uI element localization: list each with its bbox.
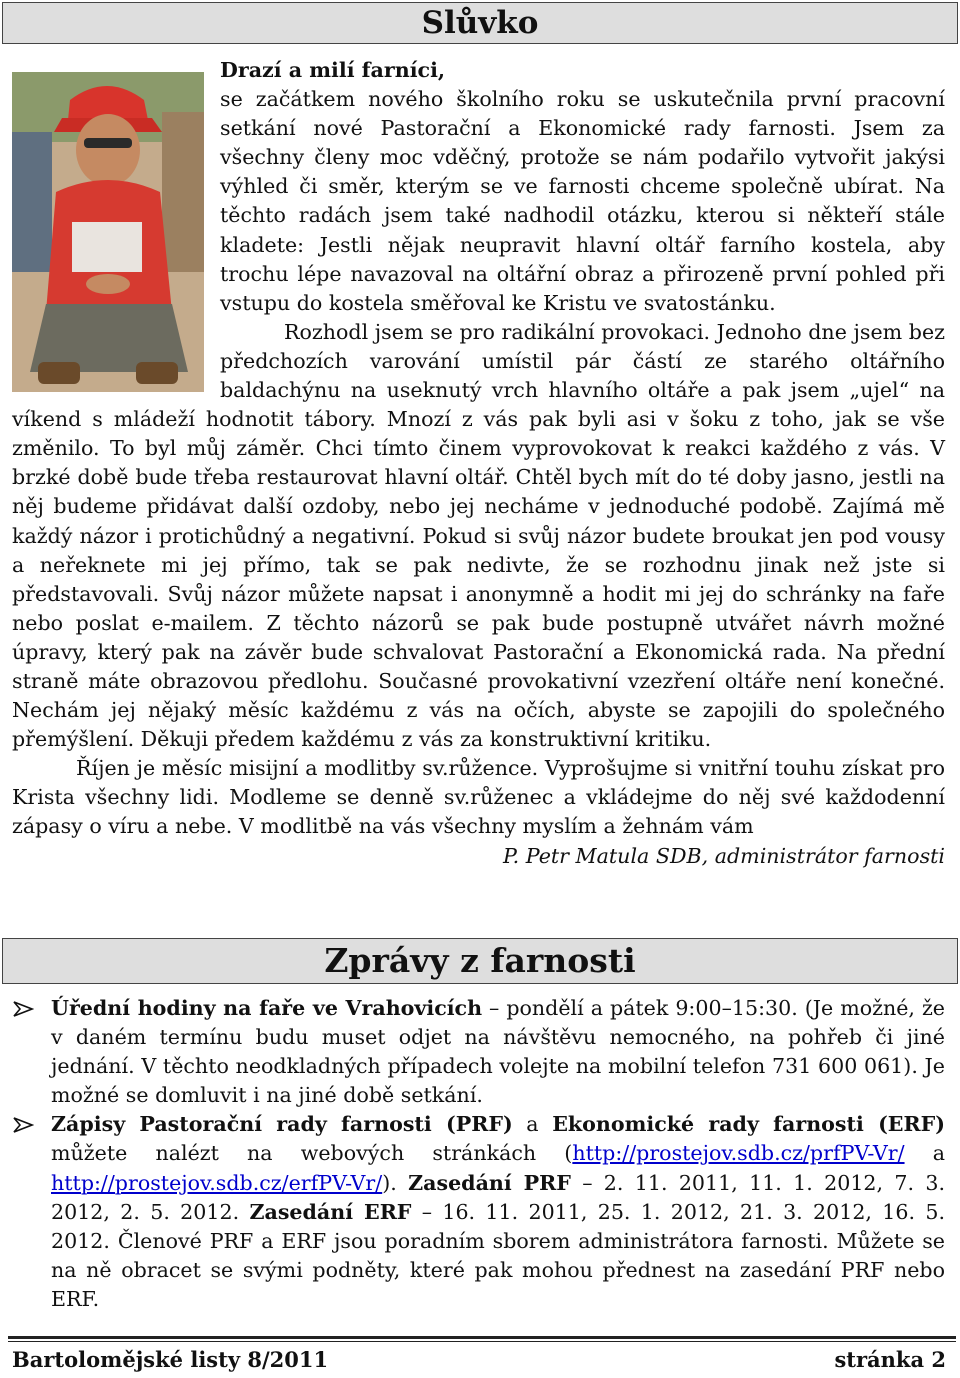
- letter-signature: P. Petr Matula SDB, administrátor farnosti: [502, 843, 945, 868]
- letter-paragraph-2: Rozhodl jsem se pro radikální provokaci. Jednoho dne jsem bez předchozích varování umístil pár částí ze starého oltářního baldachýnu na useknutý vrch hlavního oltáře a pak jsem „ujel“ na víkend s mládeží hodnotit tábory. Mnozí z vás pak byli asi v šoku z toho, jak se vše změnilo. To byl můj záměr. Chci tímto činem vyprovokovat k reakci každého z vás. V brzké době bude třeba restaurovat hlavní oltář. Chtěl bych mít do té doby jasno, jestli na něj budeme přidávat další ozdoby, nebo jej necháme v jednoduché podobě. Zajímá mě každý názor i protichůdný a negativní. Pokud si svůj názor budete broukat jen pod vousy a neřeknete mi jej přímo, tak se pak nedivte, že se rozhodnu jinak než jste si představovali. Svůj názor můžete napsat i anonymně a hodit mi jej do schránky na faře nebo poslat e-mailem. Z těchto názorů se pak bude postupně utvářet návrh možné úpravy, který pak na závěr bude schvalovat Pastorační a Ekonomická rada. Na přední straně máte obrazovou předlohu. Současné provokativní vzezření oltáře není konečné. Nechám jej nějaký měsíc každému z vás na očích, abyste se zapojili do společného přemýšlení. Děkuji předem každému z vás za konstruktivní kritiku.: [12, 319, 945, 752]
- list-item: [12, 1110, 945, 1314]
- list-item: [12, 994, 945, 1110]
- erf-link[interactable]: http://prostejov.sdb.cz/erfPV-Vr/: [51, 1170, 383, 1195]
- section-title: Zprávy z farnosti: [324, 941, 636, 980]
- news-list: [12, 994, 945, 1314]
- letter-paragraph-3-wrap: [12, 754, 945, 841]
- erf-meetings-dates: – 16. 11. 2011, 25. 1. 2012, 21. 3. 2012, 16. 5. 2012. Členové PRF a ERF jsou poradním sborem administrátora farnosti. Můžete se na ně obracet se svými podněty, které pak mohou přednest na zasedání PRF nebo ERF.: [51, 1199, 945, 1311]
- letter-greeting: Drazí a milí farníci,: [220, 58, 446, 82]
- arrowhead-bullet-icon: [12, 1000, 34, 1018]
- office-hours-text: – pondělí a pátek 9:00–15:30. (Je možné, že v daném termínu budu muset odjet na návštěvu nemocného, na pohřeb či jiné jednání. V těchto neodkladných případech volejte na mobilní telefon 731 600 061). Je možné se domluvit i na jiné době setkání.: [51, 996, 945, 1108]
- prf-meetings-label: Zasedání PRF: [408, 1170, 571, 1195]
- letter-paragraph-1: se začátkem nového školního roku se uskutečnila první pracovní setkání nové Pastorační a Ekonomické rady farnosti. Jsem za všechny členy moc vděčný, protože se nám podařilo vytvořit jakýsi výhled či směr, kterým se ve farnosti chceme společně ubírat. Na těchto radách jsem také nadhodil otázku, kterou si někteří stále kladete: Jestli nějak neupravit hlavní oltář farního kostela, aby trochu lépe navazoval na oltářní obraz a přirozeně první pohled při vstupu do kostela směřoval ke Kristu ve svatostánku.: [220, 87, 945, 315]
- photo-spacer: [12, 56, 220, 405]
- page-number: stránka 2: [834, 1347, 946, 1372]
- text-run: a: [512, 1112, 553, 1137]
- office-hours-label: Úřední hodiny na faře ve Vrahovicích: [51, 996, 483, 1020]
- footer-divider: [8, 1336, 956, 1339]
- text-run: ).: [382, 1170, 409, 1195]
- prf-link[interactable]: http://prostejov.sdb.cz/prfPV-Vr/: [572, 1141, 905, 1166]
- arrowhead-bullet-icon: [12, 1116, 34, 1134]
- publication-name: Bartolomějské listy 8/2011: [12, 1347, 329, 1372]
- page-title: Slůvko: [421, 5, 539, 41]
- text-run: můžete nalézt na webových stránkách (: [51, 1141, 573, 1166]
- erf-meetings-label: Zasedání ERF: [249, 1199, 412, 1224]
- section-title-sluvko: [2, 2, 958, 44]
- footer-divider-thin: [8, 1341, 956, 1342]
- prf-label: Zápisy Pastorační rady farnosti (PRF): [51, 1112, 513, 1137]
- prf-meetings-dates: – 2. 11. 2011, 11. 1. 2012, 7. 3. 2012, 2. 5. 2012.: [51, 1170, 945, 1224]
- text-run: a: [904, 1141, 945, 1166]
- section-title-zpravy: [2, 938, 958, 984]
- letter-paragraph-3: Říjen je měsíc misijní a modlitby sv.růžence. Vyprošujme si vnitřní touhu získat pro Krista všechny lidi. Modleme se denně sv.růženec a vkládejme do něj své každodenní zápasy o víru a nebe. V modlitbě na vás všechny myslím a žehnám vám: [12, 756, 945, 839]
- letter-article: [12, 56, 945, 871]
- erf-label: Ekonomické rady farnosti (ERF): [552, 1112, 945, 1137]
- page-footer: [12, 1347, 946, 1373]
